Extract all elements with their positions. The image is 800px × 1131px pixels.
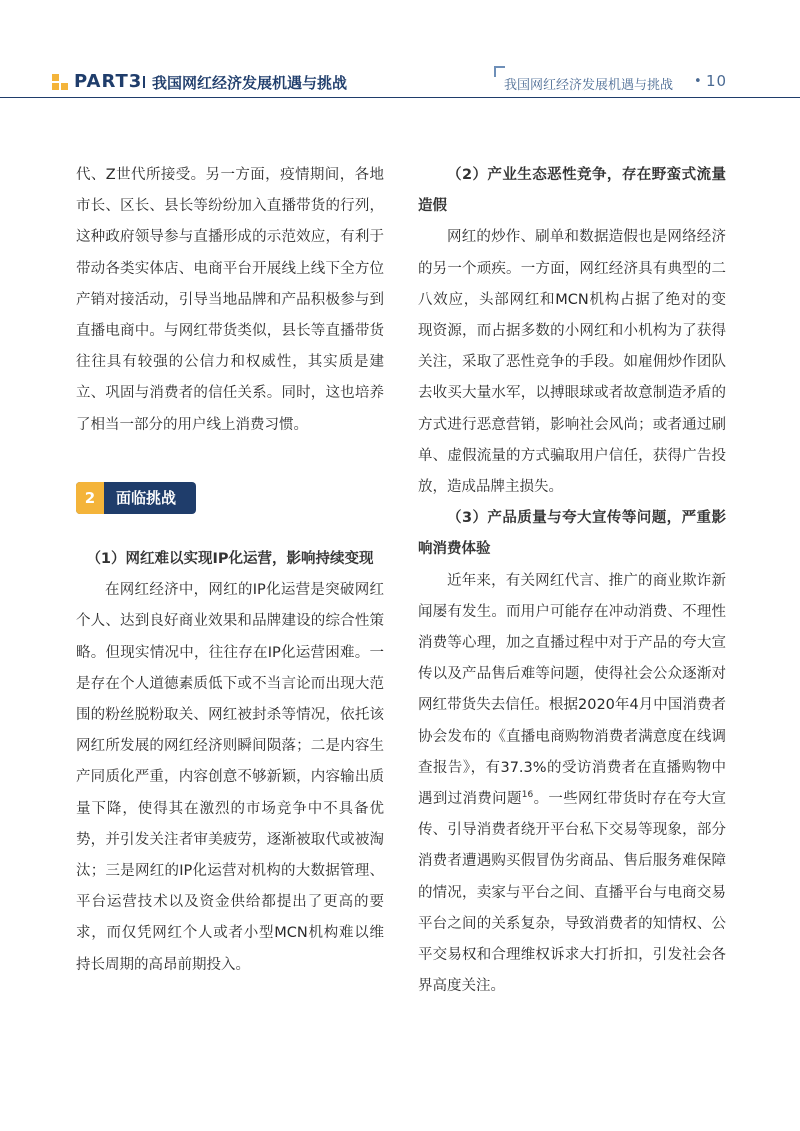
- badge-title: 面临挑战: [116, 489, 177, 507]
- section-badge: [76, 482, 196, 514]
- subheading-2: （2）产业生态恶性竞争，存在野蛮式流量造假: [418, 167, 726, 215]
- left-column: [76, 160, 384, 441]
- subheading-1: （1）网红难以实现IP化运营，影响持续变现: [86, 551, 374, 567]
- bullet-dot: •: [694, 74, 702, 89]
- running-title: 我国网红经济发展机遇与挑战: [504, 78, 674, 93]
- page-number: 10: [706, 72, 728, 90]
- part-separator: [143, 76, 145, 88]
- subsection-1-body: 在网红经济中，网红的IP化运营是突破网红个人、达到良好商业效果和品牌建设的综合性策略。但现实情况中，往往存在IP化运营困难。一是存在个人道德素质低下或不当言论而出现大范围的粉丝脱粉取关、网红被封杀等情况，依托该网红所发展的网红经济则瞬间陨落；二是内容生产同质化严重，内容创意不够新颖，内容输出质量下降，使得其在激烈的市场竞争中不具备优势，并引发关注者审美疲劳，逐渐被取代或被淘汰；三是网红的IP化运营对机构的大数据管理、平台运营技术以及资金供给都提出了更高的要求，而仅凭网红个人或者小型MCN机构难以维持长周期的高昂前期投入。: [76, 582, 384, 973]
- subsection-3-text-b: 。一些网红带货时存在夸大宣传、引导消费者绕开平台私下交易等现象，部分消费者遭遇购买假冒伪劣商品、售后服务难保障的情况，卖家与平台之间、直播平台与电商交易平台之间的关系复杂，导致消费者的知情权、公平交易权和合理维权诉求大打折扣，引发社会各界高度关注。: [418, 791, 727, 995]
- subsection-3-body: [418, 566, 726, 1003]
- header-divider: [0, 97, 800, 98]
- continuation-paragraph: 代、Z世代所接受。另一方面，疫情期间，各地市长、区长、县长等纷纷加入直播带货的行列，这种政府领导参与直播形成的示范效应，有利于带动各类实体店、电商平台开展线上线下全方位产销对接活动，引导当地品牌和产品积极参与到直播电商中。与网红带货类似，县长等直播带货往往具有较强的公信力和权威性，其实质是建立、巩固与消费者的信任关系。同时，这也培养了相当一部分的用户线上消费习惯。: [76, 167, 384, 433]
- subsection-3-text-a: 近年来，有关网红代言、推广的商业欺诈新闻屡有发生。而用户可能存在冲动消费、不理性消费等心理，加之直播过程中对于产品的夸大宣传以及产品售后难等问题，使得社会公众逐渐对网红带货失去信任。根据2020年4月中国消费者协会发布的《直播电商购物消费者满意度在线调查报告》，有37.3%的受访消费者在直播购物中遇到过消费问题: [418, 572, 726, 808]
- subheading-3: （3）产品质量与夸大宣传等问题，严重影响消费体验: [418, 510, 726, 558]
- logo-squares-icon: [52, 74, 68, 90]
- right-column: [418, 160, 726, 1002]
- page-header: [0, 0, 800, 100]
- subsection-2-body: 网红的炒作、刷单和数据造假也是网络经济的另一个顽疾。一方面，网红经济具有典型的二八效应，头部网红和MCN机构占据了绝对的变现资源，而占据多数的小网红和小机构为了获得关注，采取了恶性竞争的手段。如雇佣炒作团队去收买大量水军，以搏眼球或者故意制造矛盾的方式进行恶意营销，影响社会风尚；或者通过刷单、虚假流量的方式骗取用户信任，获得广告投放，造成品牌主损失。: [418, 229, 726, 496]
- section-title: 我国网红经济发展机遇与挑战: [152, 74, 348, 92]
- left-column-lower: [76, 544, 384, 981]
- part-label: PART3: [74, 71, 143, 92]
- footnote-ref[interactable]: 16: [521, 790, 534, 801]
- badge-number: 2: [76, 482, 104, 514]
